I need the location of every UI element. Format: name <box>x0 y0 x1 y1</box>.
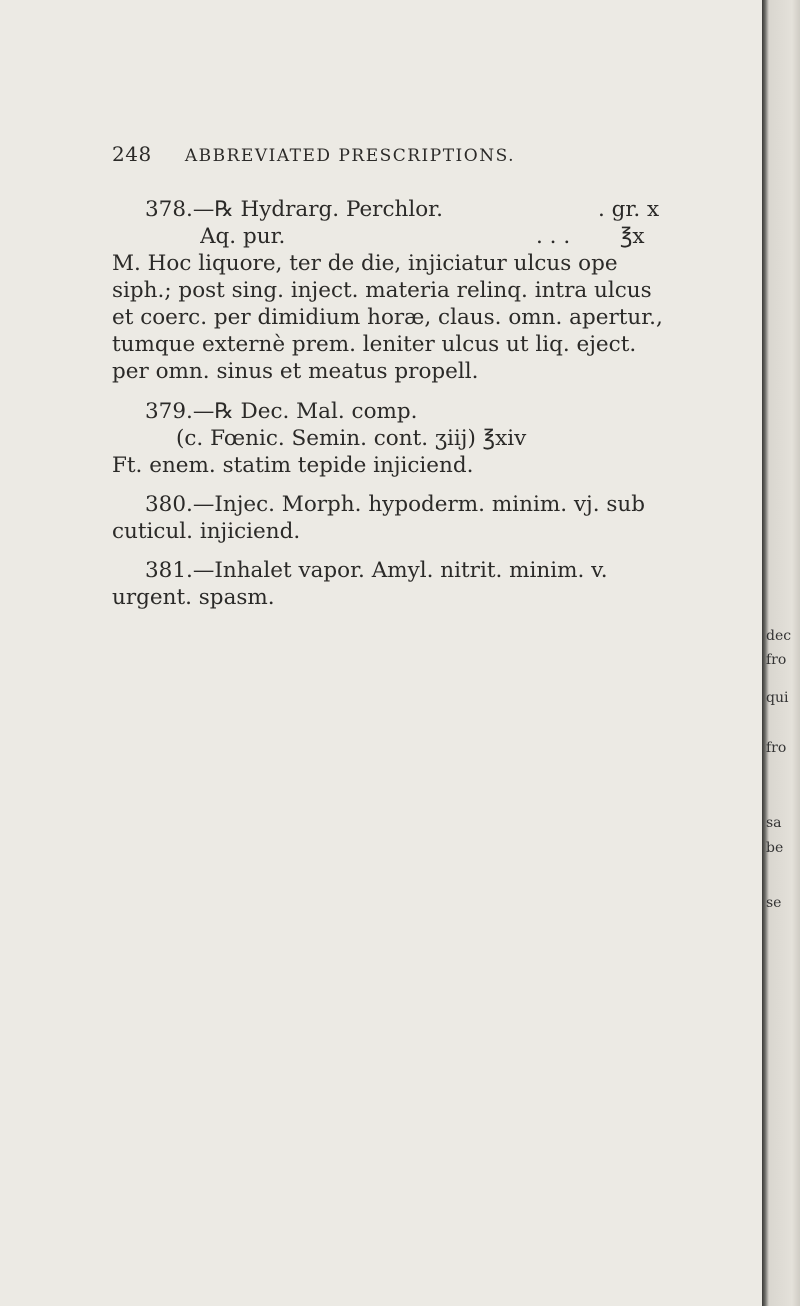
entry-378-dose-1: . gr. x <box>598 197 660 222</box>
adjacent-fragment-4: fro <box>766 740 787 756</box>
adjacent-fragment-6: be <box>766 840 784 856</box>
entry-378-dots-2: . . . <box>536 224 571 249</box>
entry-378-line-1: 378.—℞ Hydrarg. Perchlor. <box>145 197 443 222</box>
entry-379-line-3: Ft. enem. statim tepide injiciend. <box>112 453 474 478</box>
entry-379-line-2: (c. Fœnic. Semin. cont. ʒiij) ℥xiv <box>176 426 527 451</box>
entry-381-line-2: urgent. spasm. <box>112 585 275 610</box>
entry-378-line-4: siph.; post sing. inject. materia relinq. intra ulcus <box>112 278 652 303</box>
entry-378-line-7: per omn. sinus et meatus propell. <box>112 359 479 384</box>
page-header <box>112 142 752 166</box>
entry-380-line-2: cuticul. injiciend. <box>112 519 301 544</box>
adjacent-fragment-3: qui <box>766 690 789 706</box>
entry-378-dose-2: ℥x <box>620 224 645 249</box>
running-title: ABBREVIATED PRESCRIPTIONS. <box>184 146 516 166</box>
adjacent-fragment-7: se <box>766 895 782 911</box>
adjacent-fragment-2: fro <box>766 652 787 668</box>
adjacent-fragment-1: dec <box>766 628 792 644</box>
entry-378-line-2: Aq. pur. <box>200 224 286 249</box>
adjacent-fragment-5: sa <box>766 815 782 831</box>
page-gutter <box>762 0 800 1306</box>
entry-378-line-5: et coerc. per dimidium horæ, claus. omn. apertur., <box>112 305 663 330</box>
page-number: 248 <box>112 142 152 166</box>
entry-381-line-1: 381.—Inhalet vapor. Amyl. nitrit. minim. v. <box>145 558 608 583</box>
entry-378-line-3: M. Hoc liquore, ter de die, injiciatur ulcus ope <box>112 251 618 276</box>
entry-380-line-1: 380.—Injec. Morph. hypoderm. minim. vj. sub <box>145 492 646 517</box>
entry-379-line-1: 379.—℞ Dec. Mal. comp. <box>145 399 418 424</box>
entry-378-line-6: tumque externè prem. leniter ulcus ut liq. eject. <box>112 332 637 357</box>
